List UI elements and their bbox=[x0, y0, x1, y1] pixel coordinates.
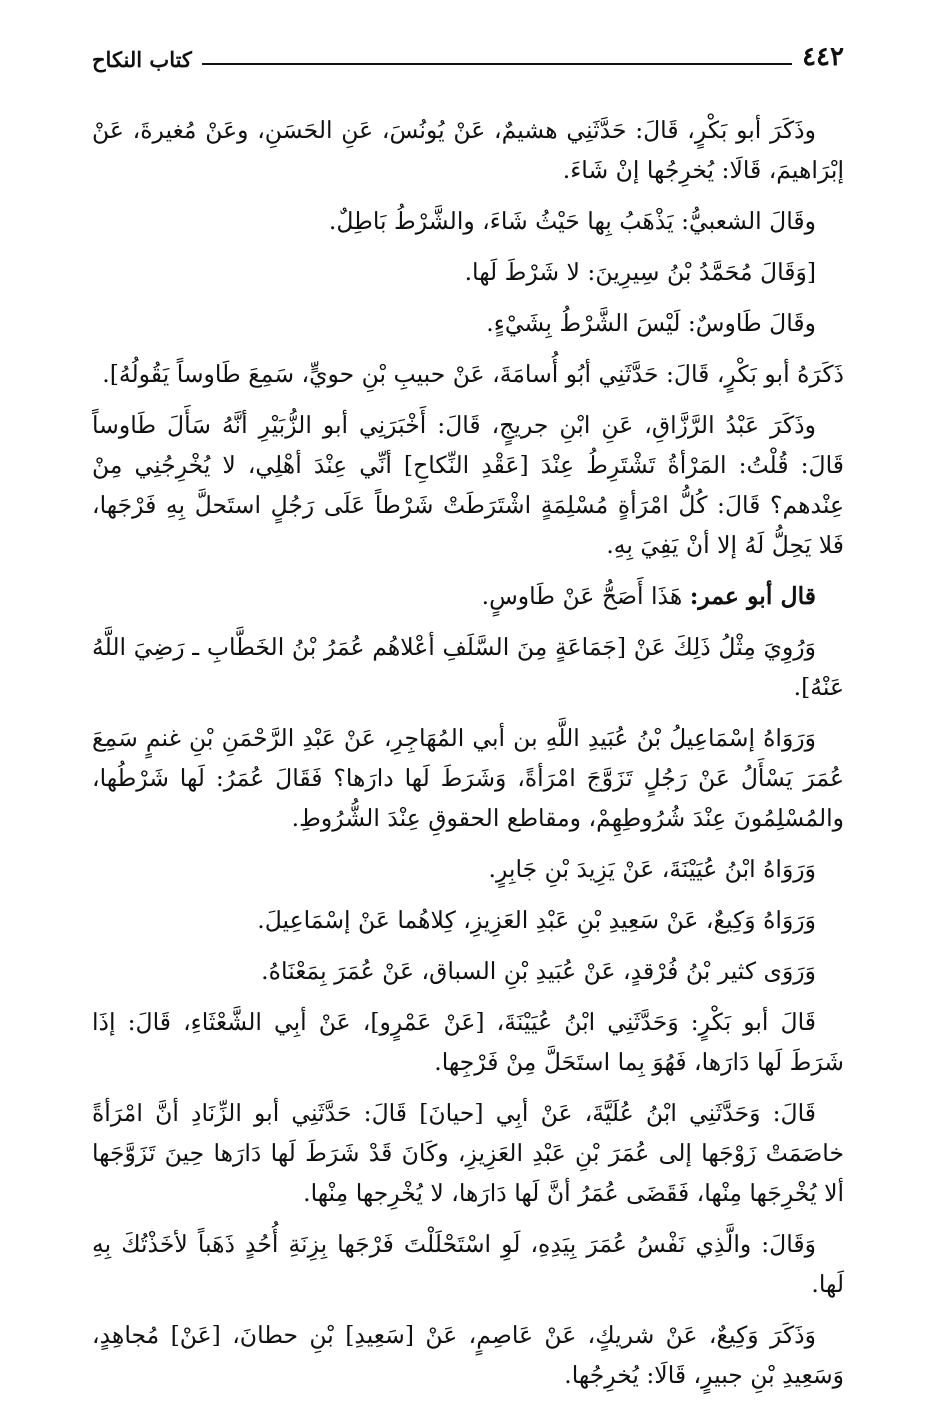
paragraph: وَرُوِيَ مِثْلُ ذَلِكَ عَنْ [جَمَاعَةٍ مِنَ السَّلَفِ أعْلاهُم عُمَرُ بْنُ الخَطَّابِ ـ رَضِيَ اللَّهُ عَنْهُ]. bbox=[92, 633, 844, 701]
paragraph: وَذَكَرَ وَكِيعٌ، عَنْ شريكٍ، عَنْ عَاصِمٍ، عَنْ [سَعِيدِ] بْنِ حطانَ، [عَنْ] مُجاهِدٍ، وَسَعِيدِ بْنِ جبيرٍ، قَالَا: يُخرِجُها. bbox=[92, 1321, 844, 1389]
paragraph: ذَكَرَهُ أبو بَكْرٍ، قَالَ: حَدَّثَنِي أبُو أُسامَةَ، عَنْ حبيبِ بْنِ حويٍّ، سَمِعَ طَاوساً يَقُولُهُ]. bbox=[102, 360, 844, 388]
paragraph: وذَكَرَ أبو بَكْرٍ، قَالَ: حَدَّثَنِي هشيمٌ، عَنْ يُونُسَ، عَنِ الحَسَنِ، وعَنْ مُغيرةَ، عَنْ إبْرَاهيمَ، قَالَا: يُخرِجُها إنْ شَاءَ. bbox=[92, 116, 844, 184]
paragraph: قَالَ: وَحَدَّثَنِي ابْنُ عُلَيَّةَ، عَنْ أبِي [حيانَ] قَالَ: حَدَّثَنِي أبو الزِّنَادِ أنَّ امْرَأةً خاصَمَتْ زَوْجَها إلى عُمَرَ بْنِ عَبْدِ العَزِيزِ، وكَانَ قَدْ شَرَطَ لَها دَارَها حِينَ تَزَوَّجَها ألا يُخْرِجَها مِنْها، فَقَضَى عُمَرُ أنَّ لَها دَارَها، لا يُخْرِجها مِنْها. bbox=[92, 1099, 844, 1207]
paragraph: وَرَوَى كثير بْنُ فُرْقدٍ، عَنْ عُبَيدِ بْنِ السباق، عَنْ عُمَرَ بِمَعْنَاهُ. bbox=[261, 957, 816, 985]
paragraph: وقَالَ طَاوسٌ: لَيْسَ الشَّرْطُ بِشَيْءٍ. bbox=[486, 309, 816, 337]
header-rule bbox=[202, 63, 792, 65]
page-number: ٤٤٢ bbox=[802, 42, 844, 72]
book-title: كتاب النكاح bbox=[92, 47, 192, 72]
paragraph-text: هَذَا أَصَحُّ عَنْ طَاوسٍ. bbox=[481, 582, 683, 610]
paragraph: وذَكَرَ عَبْدُ الرَّزَّاقِ، عَنِ ابْنِ جريجٍ، قَالَ: أَخْبَرَنِي أبو الزُّبَيْرِ أنَّهُ سَأَلَ طَاوساً قَالَ: قُلْتُ: المَرْأةُ تَشْتَرِطُ عِنْدَ [عَقْدِ النِّكاحِ] أنِّي عِنْدَ أهْلِي، لا يُخْرِجُنِي مِنْ عِنْدهم؟ قَالَ: كُلُّ امْرَأةٍ مُسْلِمَةٍ اشْتَرَطَتْ شَرْطاً عَلَى رَجُلٍ استَحلَّ بِهِ فَرْجَها، فَلا يَحِلُّ لَهُ إلا أنْ يَفِيَ بِهِ. bbox=[92, 411, 844, 559]
paragraph: وَرَوَاهُ وَكِيعٌ، عَنْ سَعِيدِ بْنِ عَبْدِ العَزِيزِ، كِلاهُما عَنْ إسْمَاعِيلَ. bbox=[257, 906, 816, 934]
body-text bbox=[92, 110, 844, 1406]
paragraph-lead: قال أبو عمر: bbox=[689, 582, 816, 610]
paragraph: وَرَوَاهُ ابْنُ عُيَيْنَةَ، عَنْ يَزِيدَ بْنِ جَابِرٍ. bbox=[488, 855, 816, 883]
paragraph: وَرَوَاهُ إسْمَاعِيلُ بْنُ عُبَيدِ اللَّهِ بن أبي المُهَاجِرِ، عَنْ عَبْدِ الرَّحْمَنِ بْنِ غنمٍ سَمِعَ عُمَرَ يَسْأَلُ عَنْ رَجُلٍ تَزَوَّجَ امْرَأةً، وَشَرَطَ لَها دارَها؟ فَقَالَ عُمَرُ: لَها شَرْطُها، والمُسْلِمُونَ عِنْدَ شُرُوطِهِمْ، ومقاطع الحقوقِ عِنْدَ الشُّرُوطِ. bbox=[92, 724, 844, 832]
page-header bbox=[92, 38, 844, 72]
paragraph: وَقَالَ: والَّذِي نَفْسُ عُمَرَ بِيَدِهِ، لَوِ اسْتَحْلَلْتَ فَرْجَها بِزِنَةِ أُحُدٍ ذَهَباً لأخَذْتُكَ بِهِ لَها. bbox=[92, 1230, 844, 1298]
paragraph: قَالَ أبو بَكْرٍ: وَحَدَّثَنِي ابْنُ عُيَيْنَةَ، [عَنْ عَمْرٍو]، عَنْ أبِي الشَّعْثَاءِ، قَالَ: إذَا شَرَطَ لَها دَارَها، فَهُوَ بِما استَحَلَّ مِنْ فَرْجِها. bbox=[92, 1008, 844, 1076]
paragraph: وقَالَ الشعبيُّ: يَذْهَبُ بِها حَيْثُ شَاءَ، والشَّرْطُ بَاطِلٌ. bbox=[328, 207, 816, 235]
paragraph: [وَقَالَ مُحَمَّدُ بْنُ سِيرِينَ: لا شَرْطَ لَها. bbox=[464, 258, 816, 286]
paragraph bbox=[92, 576, 844, 616]
